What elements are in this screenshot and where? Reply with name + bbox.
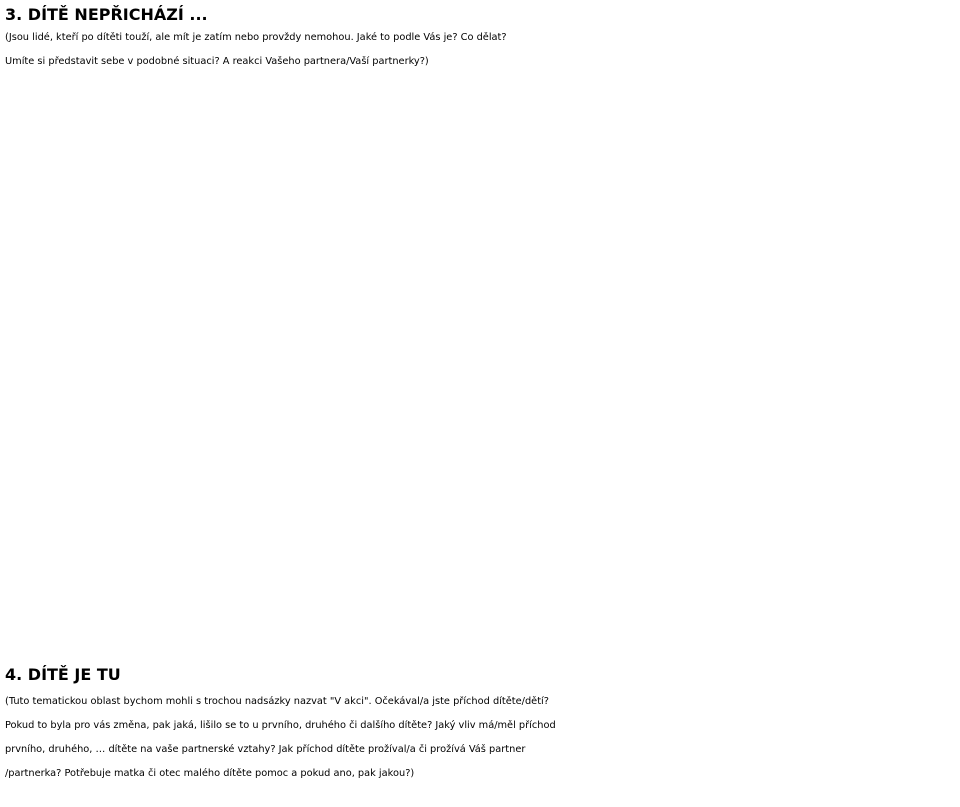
section-4-line: prvního, druhého, … dítěte na vaše partnerské vztahy? Jak příchod dítěte prožíval/a či prožívá Váš partner — [5, 744, 526, 755]
section-3-intro — [5, 26, 960, 74]
section-3-line: (Jsou lidé, kteří po dítěti touží, ale mít je zatím nebo provždy nemohou. Jaké to podle Vás je? Co dělat? — [5, 32, 507, 43]
section-4-line: (Tuto tematickou oblast bychom mohli s trochou nadsázky nazvat "V akci". Očekával/a jste příchod dítěte/dětí? — [5, 696, 549, 707]
section-4-heading: 4. DÍTĚ JE TU — [5, 665, 121, 684]
section-4-intro — [5, 690, 960, 786]
section-4-line: Pokud to byla pro vás změna, pak jaká, lišilo se to u prvního, druhého či dalšího dítěte? Jaký vliv má/měl příchod — [5, 720, 556, 731]
section-4 — [5, 664, 960, 786]
section-3-line: Umíte si představit sebe v podobné situaci? A reakci Vašeho partnera/Vaší partnerky?) — [5, 56, 429, 67]
section-4-line: /partnerka? Potřebuje matka či otec malého dítěte pomoc a pokud ano, pak jakou?) — [5, 768, 415, 779]
section-3 — [5, 4, 960, 74]
section-3-heading: 3. DÍTĚ NEPŘICHÁZÍ ... — [5, 5, 208, 24]
